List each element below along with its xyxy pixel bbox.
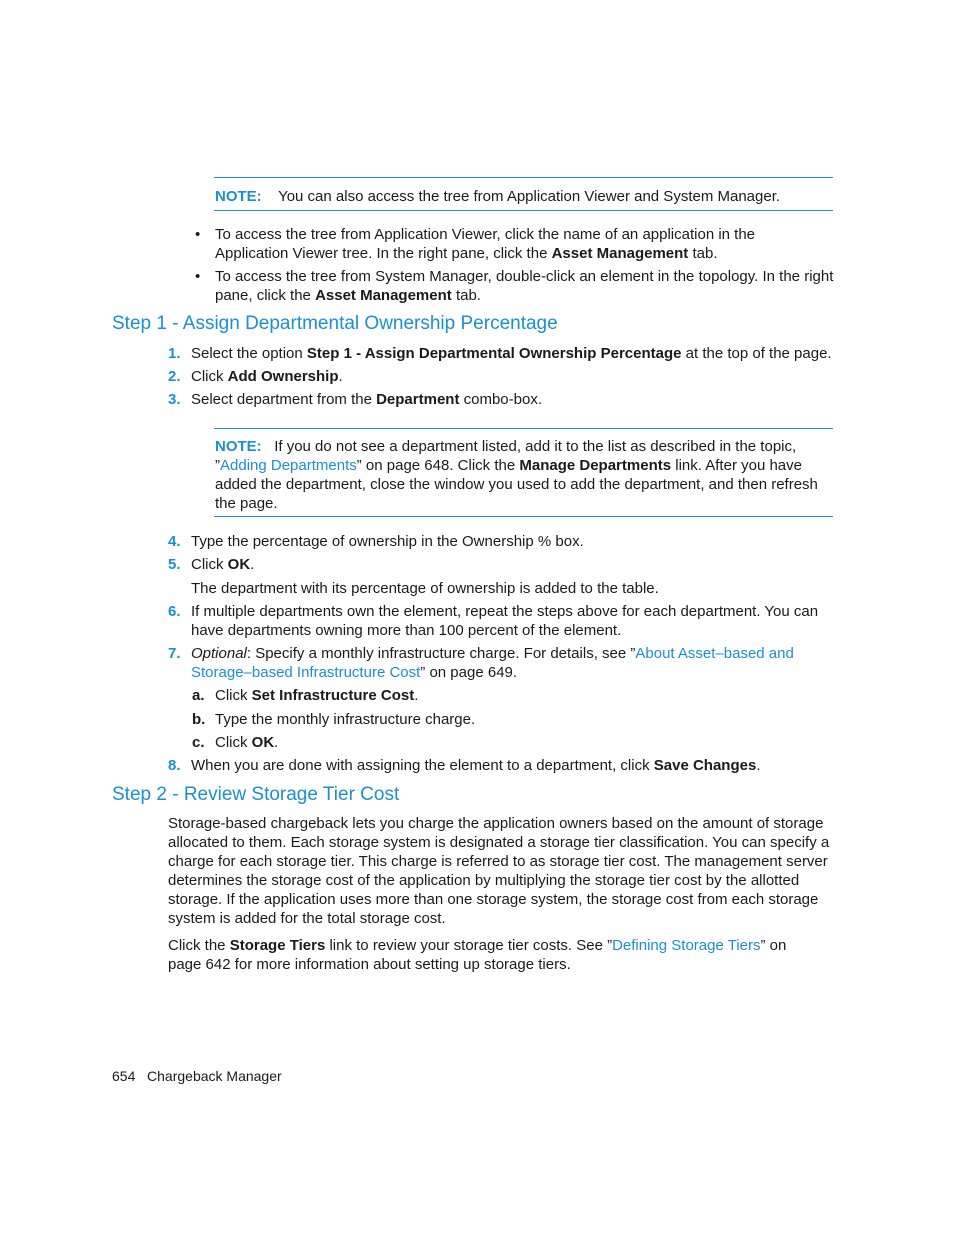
bullet-line: pane, click the Asset Management tab. [215, 287, 481, 304]
bullet-item [215, 267, 835, 305]
step-number: 4. [168, 533, 181, 550]
bullet-line: Application Viewer tree. In the right pane, click the Asset Management tab. [215, 245, 718, 262]
substep-letter: b. [192, 711, 206, 728]
step-text: Optional: Specify a monthly infrastructure charge. For details, see ”About Asset–based and Storage–based Infrastructure Cost” on page 649. [191, 645, 794, 681]
step-text: Type the percentage of ownership in the Ownership % box. [191, 533, 584, 550]
note-top-rule [214, 177, 833, 178]
substep-text: Type the monthly infrastructure charge. [215, 711, 476, 728]
section-heading: Step 1 - Assign Departmental Ownership Percentage [112, 313, 558, 334]
bullet-item [215, 225, 835, 263]
bullet-icon: • [195, 226, 201, 243]
step-number: 8. [168, 757, 181, 774]
step-number: 7. [168, 645, 181, 662]
step-number: 2. [168, 368, 181, 385]
step-text: If multiple departments own the element, repeat the steps above for each department. You can have departments owning more than 100 percent of the element. [191, 603, 819, 639]
about-asset-link-cont[interactable]: Storage–based Infrastructure Cost [191, 664, 421, 681]
step-text: Select the option Step 1 - Assign Departmental Ownership Percentage at the top of the page. [191, 345, 832, 362]
substep-letter: c. [192, 734, 205, 751]
adding-departments-link[interactable]: Adding Departments [220, 457, 357, 474]
note-text: You can also access the tree from Application Viewer and System Manager. [278, 188, 781, 205]
section-heading: Step 2 - Review Storage Tier Cost [112, 784, 400, 805]
step-text: When you are done with assigning the element to a department, click Save Changes. [191, 757, 761, 774]
step-text: Click Add Ownership. [191, 368, 343, 385]
bullet-icon: • [195, 268, 201, 285]
step-text: Select department from the Department combo-box. [191, 391, 542, 408]
note-box [215, 187, 833, 206]
note-bottom-rule [214, 516, 833, 517]
step-number: 3. [168, 391, 181, 408]
substep-text: Click Set Infrastructure Cost. [215, 687, 419, 704]
page-number: 654 [112, 1068, 136, 1084]
note-box: NOTE: If you do not see a department listed, add it to the list as described in the topic, ”Adding Departments” on page 648. Click the Manage Departments link. After you have added the department, close the window you used to add the department, and then refresh the page. [215, 438, 818, 512]
defining-storage-tiers-link[interactable]: Defining Storage Tiers [612, 937, 761, 954]
note-top-rule [214, 428, 833, 429]
bullet-line: To access the tree from System Manager, double-click an element in the topology. In the right [215, 268, 834, 285]
bullet-line: To access the tree from Application Viewer, click the name of an application in the [215, 226, 756, 243]
substep-letter: a. [192, 687, 205, 704]
body-paragraph: Click the Storage Tiers link to review your storage tier costs. See ”Defining Storage Tiers” on page 642 for more information about setting up storage tiers. [168, 937, 787, 973]
note-label: NOTE: [215, 438, 262, 455]
note-text: If you do not see a department listed, add it to the list as described in the topic, [274, 438, 797, 455]
step-text: Click OK. [191, 556, 255, 573]
substep-text: Click OK. [215, 734, 279, 751]
step-number: 5. [168, 556, 181, 573]
step-result: The department with its percentage of ownership is added to the table. [191, 580, 659, 597]
body-paragraph: Storage-based chargeback lets you charge the application owners based on the amount of storage allocated to them. Each storage system is designated a storage tier classification. You can specify a charge for each storage tier. This charge is referred to as storage tier cost. The management server determines the storage cost of the application by multiplying the storage tier cost by the allotted storage. If the application uses more than one storage system, the storage cost from each storage system is added for the total storage cost. [168, 815, 830, 927]
step-number: 6. [168, 603, 181, 620]
page-footer [112, 1067, 282, 1086]
chapter-title: Chargeback Manager [147, 1068, 282, 1084]
step-number: 1. [168, 345, 181, 362]
about-asset-link[interactable]: About Asset–based and [635, 645, 794, 662]
note-label: NOTE: [215, 188, 262, 205]
note-bottom-rule [214, 210, 833, 211]
